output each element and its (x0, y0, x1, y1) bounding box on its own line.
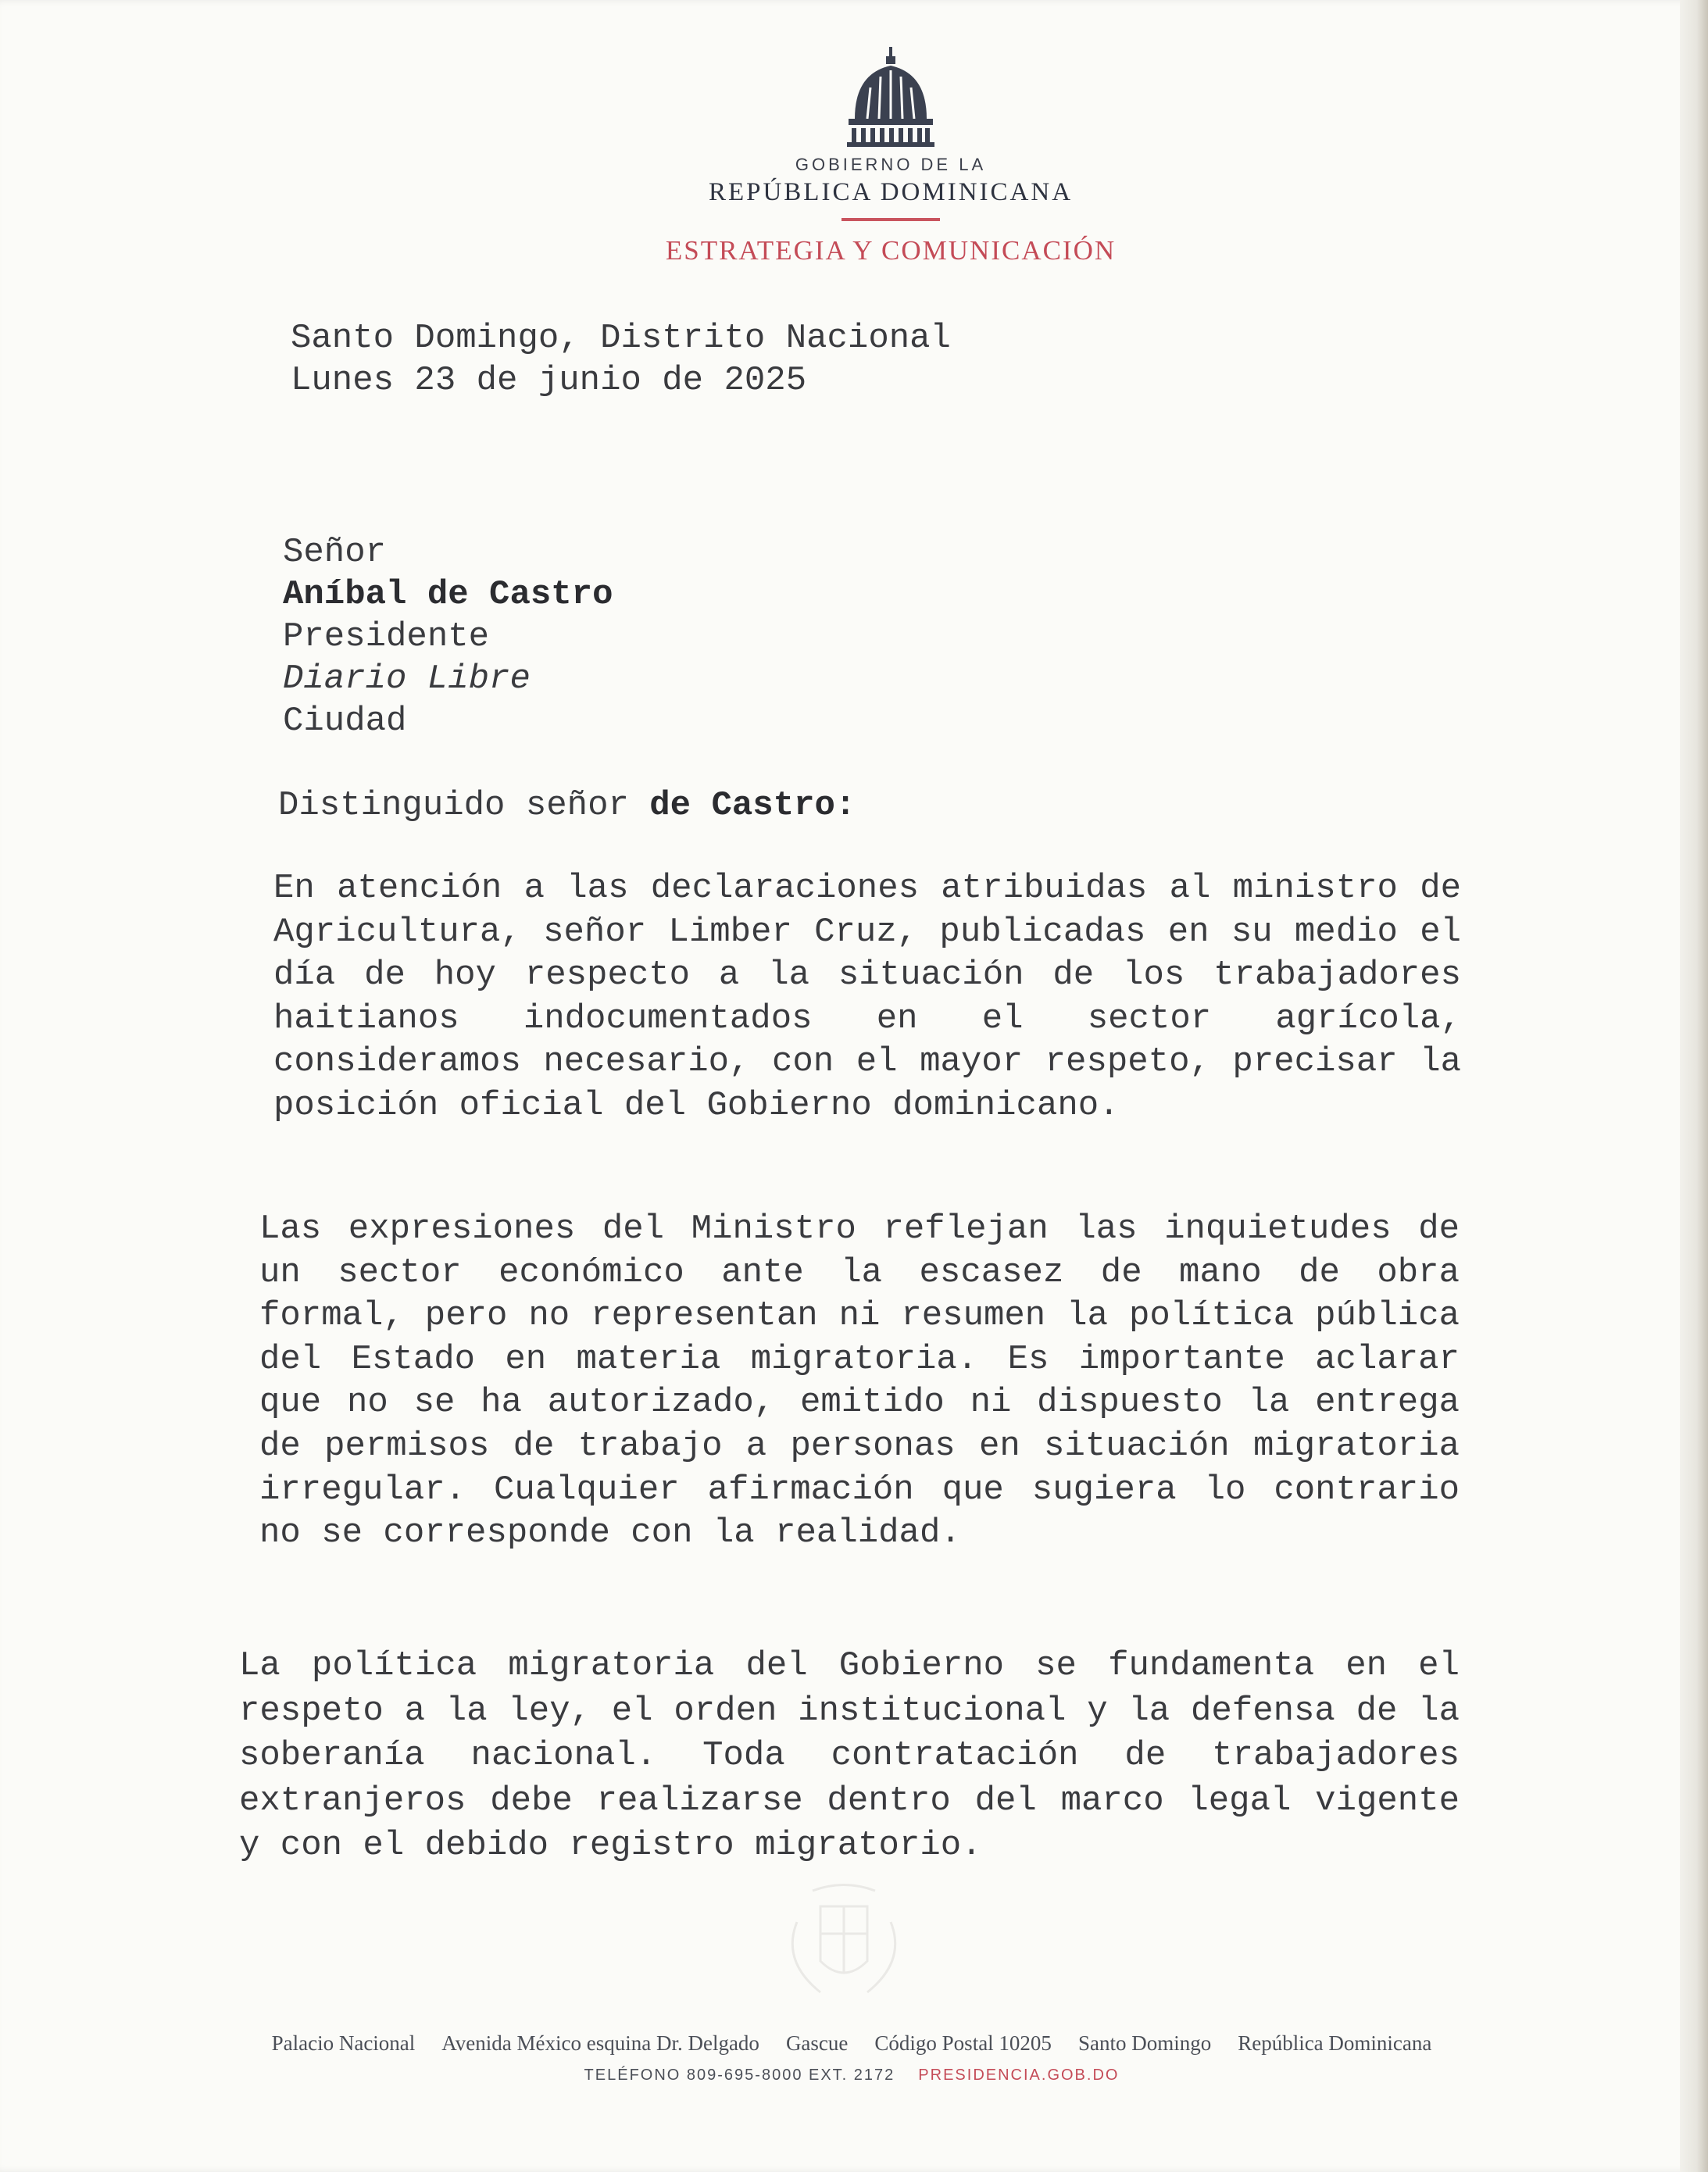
footer-item: Código Postal 10205 (874, 2031, 1052, 2055)
footer-address (156, 2031, 1547, 2056)
department-name: ESTRATEGIA Y COMUNICACIÓN (665, 235, 1117, 266)
footer-website: PRESIDENCIA.GOB.DO (918, 2067, 1120, 2084)
greeting-prefix: Distinguido señor (278, 786, 629, 825)
footer-contact (156, 2067, 1547, 2084)
body-paragraph-3: La política migratoria del Gobierno se fundamenta en el respeto a la ley, el orden institucional y la defensa de la soberanía nacional. Toda contratación de trabajadores extranjeros debe realizarse dentro del marco legal vigente y con el debido registro migratorio. (239, 1646, 1460, 1865)
recipient-name: Aníbal de Castro (283, 575, 613, 614)
footer-item: Avenida México esquina Dr. Delgado (441, 2031, 759, 2055)
header-divider (841, 218, 940, 221)
recipient-title: Señor (283, 533, 387, 572)
greeting-name: de Castro: (649, 786, 856, 825)
government-line-2: REPÚBLICA DOMINICANA (708, 178, 1074, 206)
place-date-block (291, 317, 1478, 402)
footer-phone: TELÉFONO 809-695-8000 EXT. 2172 (584, 2067, 895, 2084)
letter-footer (156, 2031, 1547, 2084)
letterhead (594, 47, 1188, 266)
place-line: Santo Domingo, Distrito Nacional (291, 319, 951, 358)
recipient-organization: Diario Libre (283, 659, 531, 698)
recipient-city: Ciudad (283, 702, 407, 741)
body-paragraph-1: En atención a las declaraciones atribuidas al ministro de Agricultura, señor Limber Cruz, publicadas en su medio el día de hoy respecto a la situación de los trabajadores haitianos indocumentados en el sector agrícola, consideramos necesario, con el mayor respeto, precisar la posición oficial del Gobierno dominicano. (273, 869, 1461, 1125)
body-paragraph-2: Las expresiones del Ministro reflejan las inquietudes de un sector económico ante la escasez de mano de obra formal, pero no representan ni resumen la política pública del Estado en materia migratoria. Es importante aclarar que no se ha autorizado, emitido ni dispuesto la entrega de permisos de trabajo a personas en situación migratoria irregular. Cualquier afirmación que sugiera lo contrario no se corresponde con la realidad. (259, 1209, 1460, 1553)
footer-item: República Dominicana (1238, 2031, 1432, 2055)
date-line: Lunes 23 de junio de 2025 (291, 361, 807, 400)
greeting-line (278, 784, 1466, 827)
footer-item: Palacio Nacional (271, 2031, 416, 2055)
page-edge (1680, 0, 1708, 2172)
recipient-block (283, 531, 1470, 742)
government-line-1: GOBIERNO DE LA (795, 155, 987, 174)
recipient-position: Presidente (283, 617, 490, 656)
footer-item: Santo Domingo (1077, 2031, 1212, 2055)
capitol-dome-icon (844, 47, 938, 148)
coat-of-arms-seal-icon (766, 1875, 922, 2016)
footer-item: Gascue (785, 2031, 849, 2055)
